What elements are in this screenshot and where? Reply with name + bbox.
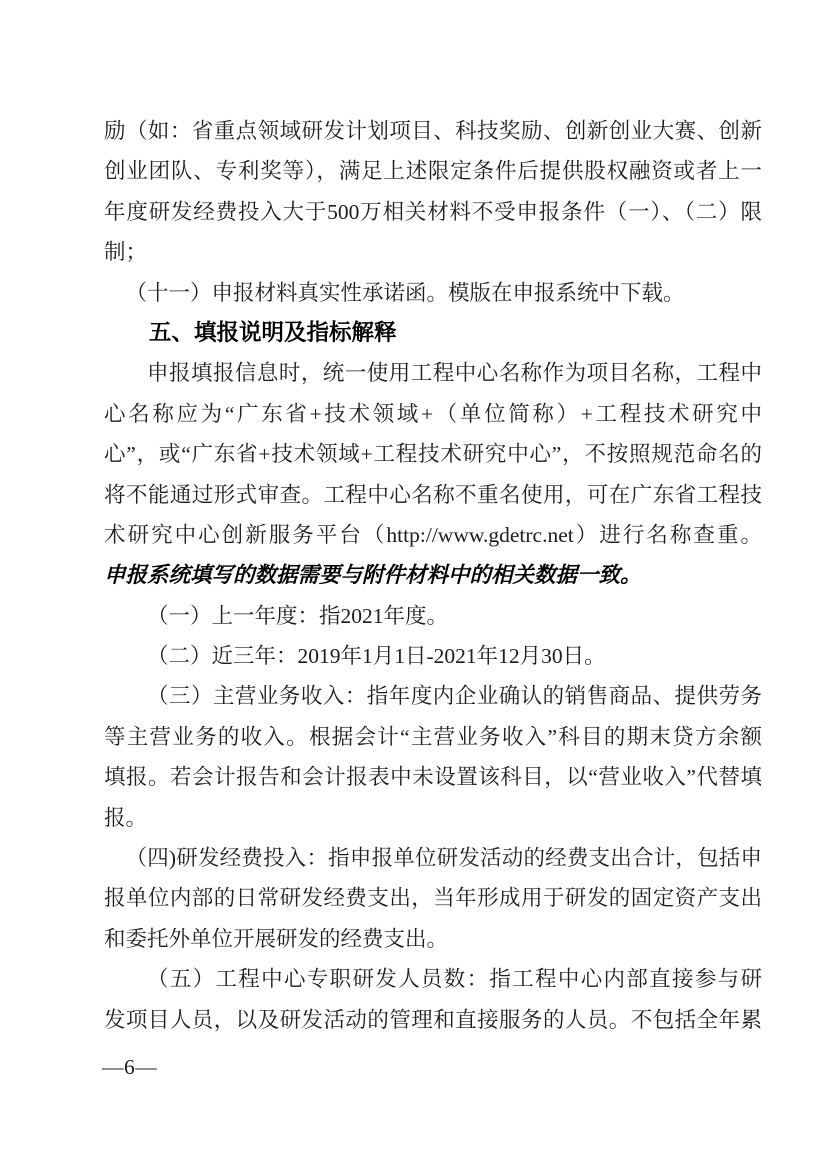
text-line: 创业团队、专利奖等），满足上述限定条件后提供股权融资或者上一 [104,159,762,184]
text-line: 报。 [104,805,148,830]
page-number: —6— [102,1055,158,1079]
text-line: （三）主营业务收入：指年度内企业确认的销售商品、提供劳务 [147,684,762,709]
text-line: 心名称应为“广东省+技术领域+（单位简称）+工程技术研究中 [104,401,762,426]
text-line: 年度研发经费投入大于500万相关材料不受申报条件（一）、（二）限 [104,199,762,224]
emphasis-line: 申报系统填写的数据需要与附件材料中的相关数据一致。 [104,563,642,588]
text-line: （五）工程中心专职研发人员数：指工程中心内部直接参与研 [147,967,762,992]
section-heading: 五、填报说明及指标解释 [149,319,397,345]
text-line: 申报填报信息时，统一使用工程中心名称作为项目名称，工程中 [147,361,762,386]
text-line: （二）近三年：2019年1月1日-2021年12月30日。 [147,644,606,669]
text-line: 发项目人员，以及研发活动的管理和直接服务的人员。不包括全年累 [104,1007,762,1032]
text-line: 术研究中心创新服务平台（http://www.gdetrc.net）进行名称查重。 [104,522,762,547]
text-line: 填报。若会计报告和会计报表中未设置该科目，以“营业收入”代替填 [104,765,762,790]
text-line: 制； [104,240,148,265]
text-line: 和委托外单位开展研发的经费支出。 [104,926,449,951]
document-body [104,111,762,1040]
text-line: 等主营业务的收入。根据会计“主营业务收入”科目的期末贷方余额 [104,724,762,749]
text-line: （四)研发经费投入：指申报单位研发活动的经费支出合计，包括申 [125,846,762,871]
text-line: （十一）申报材料真实性承诺函。模版在申报系统中下载。 [125,280,685,305]
text-line: （一）上一年度：指2021年度。 [147,603,449,628]
text-line: 将不能通过形式审查。工程中心名称不重名使用，可在广东省工程技 [104,482,762,507]
text-line: 心”，或“广东省+技术领域+工程技术研究中心”，不按照规范命名的 [104,442,762,467]
text-line: 报单位内部的日常研发经费支出，当年形成用于研发的固定资产支出 [104,886,762,911]
text-line: 励（如：省重点领域研发计划项目、科技奖励、创新创业大赛、创新 [104,119,762,143]
